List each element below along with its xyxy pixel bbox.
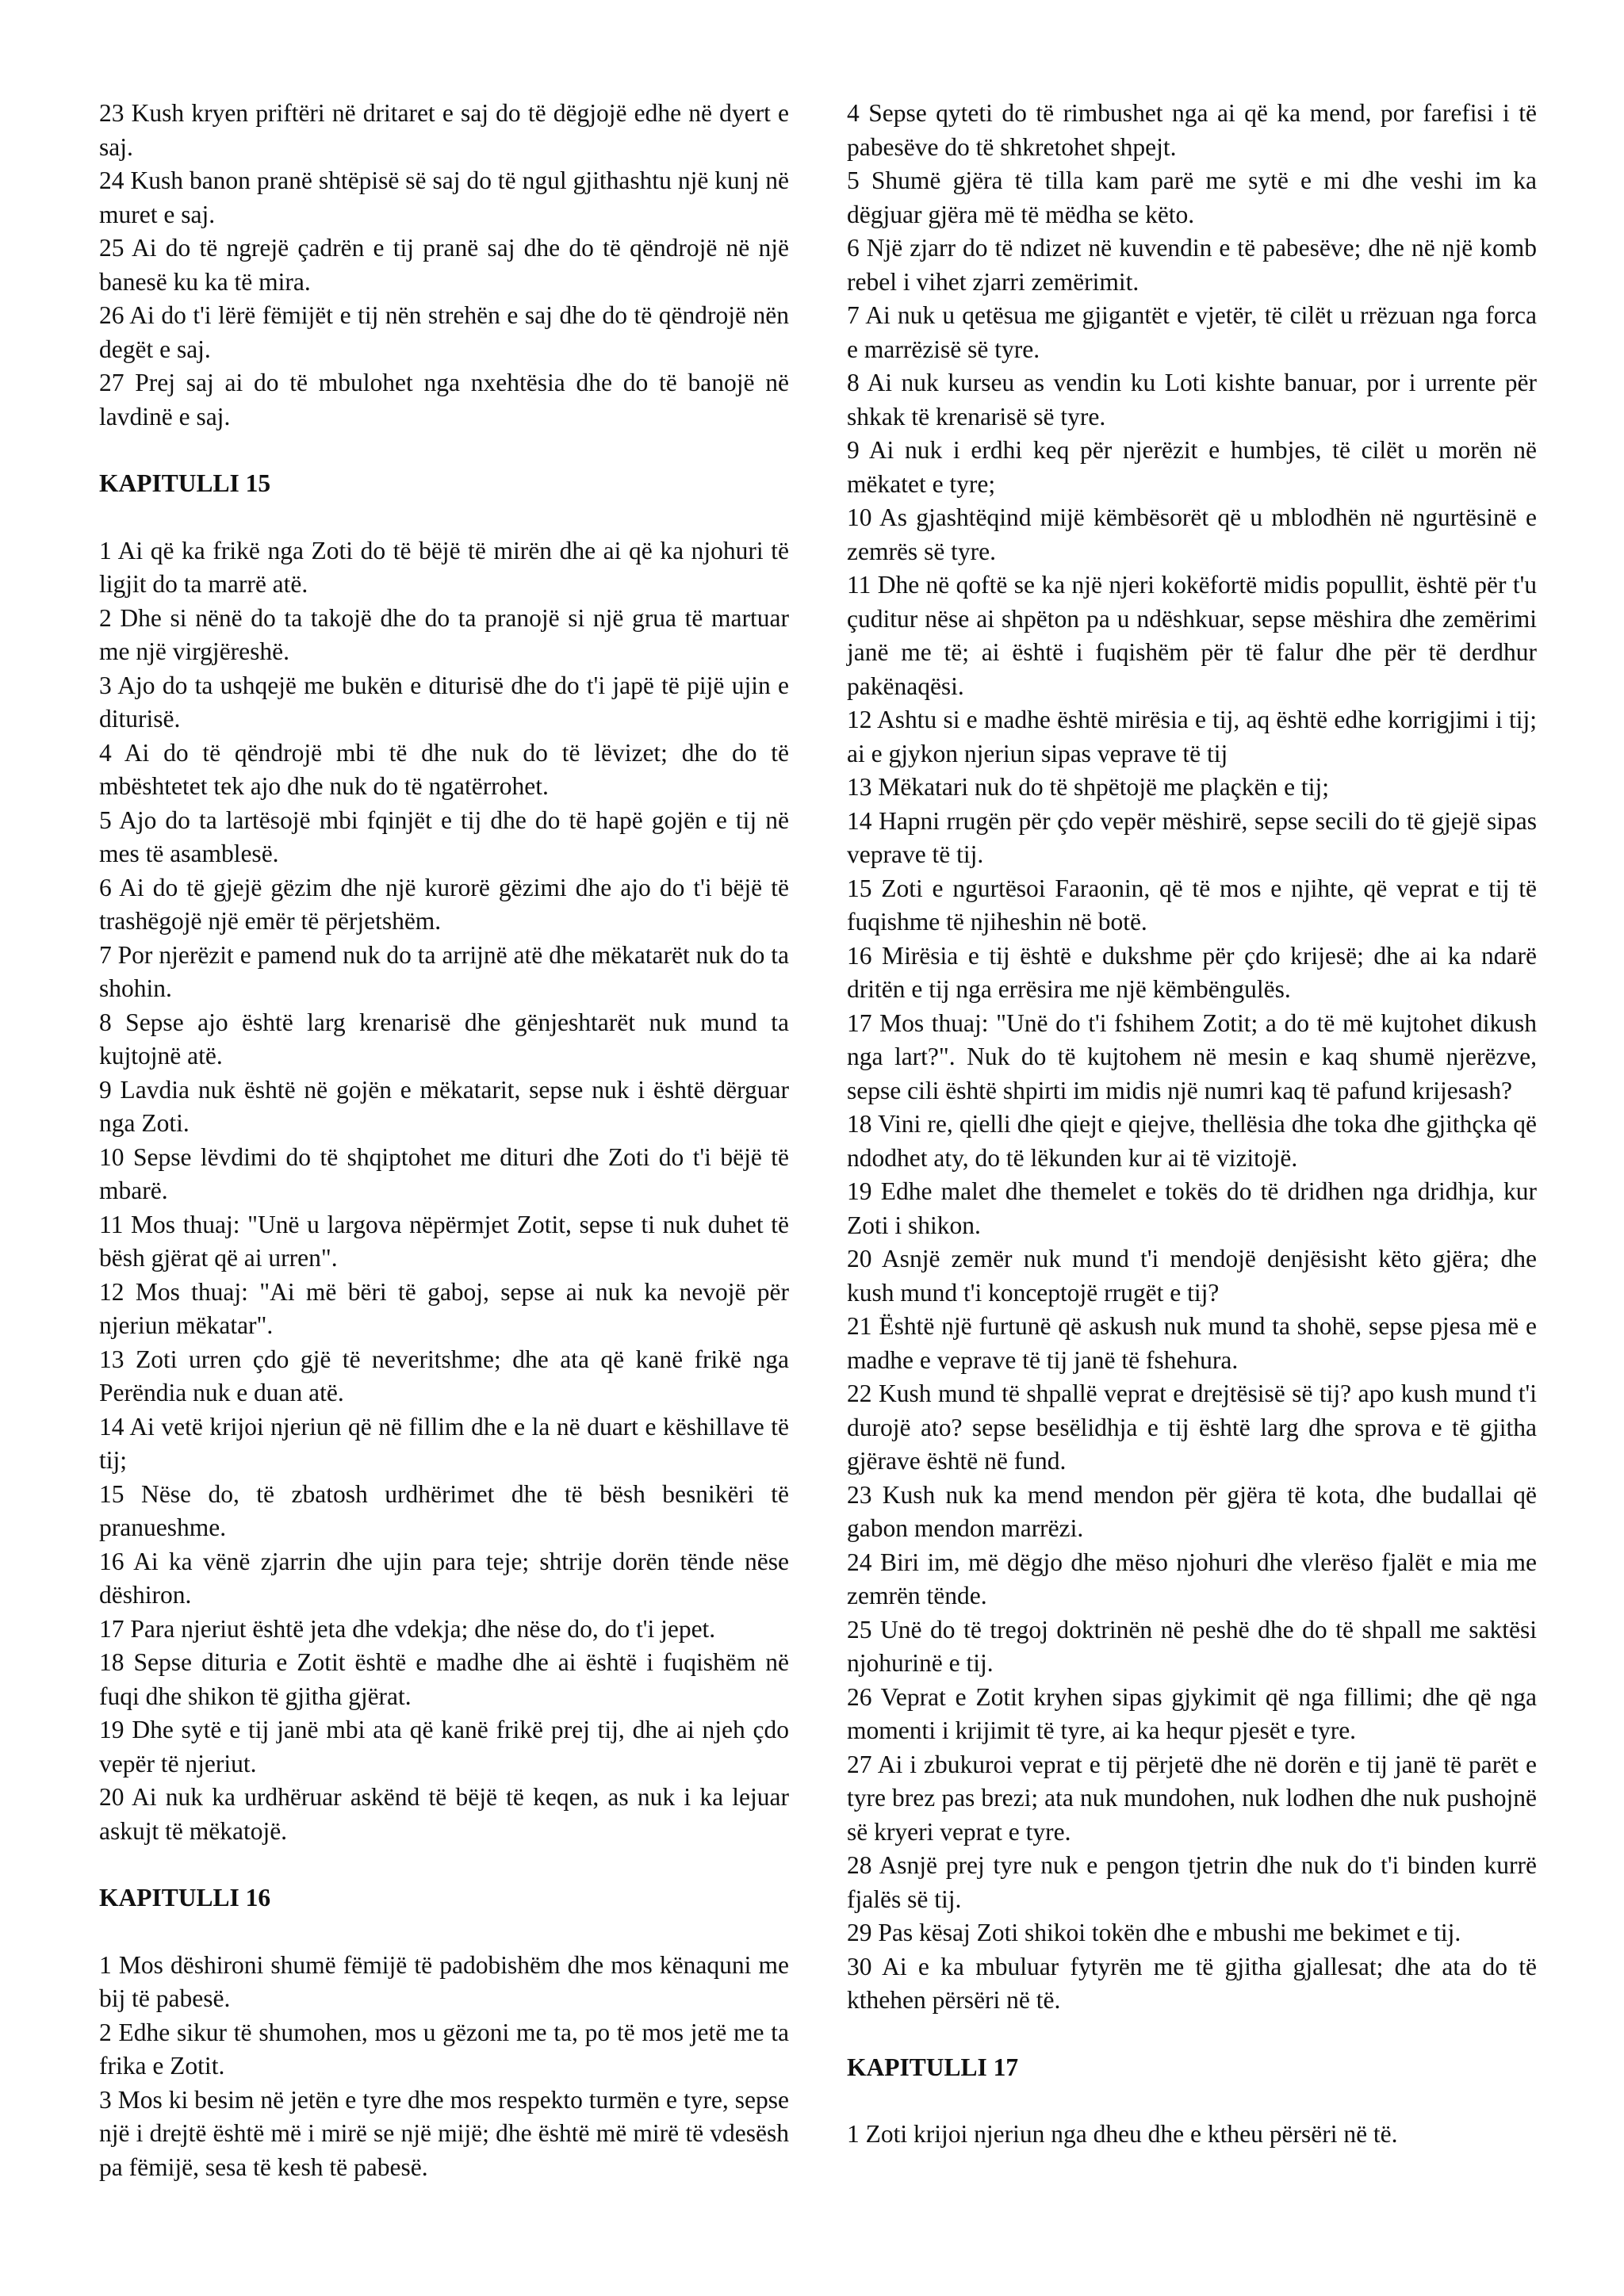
verse-paragraph: 2 Dhe si nënë do ta takojë dhe do ta pranojë si një grua të martuar me një virgjëreshë. [99, 603, 789, 665]
verse-paragraph: 27 Prej saj ai do të mbulohet nga nxehtësia dhe do të banojë në lavdinë e saj. [99, 369, 789, 430]
verse-paragraph: 5 Ajo do ta lartësojë mbi fqinjët e tij dhe do të hapë gojën e tij në mes të asamblesë. [99, 806, 789, 867]
verse-paragraph: 11 Dhe në qoftë se ka një njeri kokëfortë midis popullit, është për t'u çuditur nëse ai shpëton pa u ndëshkuar, sepse mëshira dhe zemërimi janë me të; ai është i fuqishëm për të falur dhe për të derdhur pakënaqësi. [847, 571, 1537, 700]
verse-paragraph: 25 Ai do të ngrejë çadrën e tij pranë saj dhe do të qëndrojë në një banesë ku ka të mira. [99, 234, 789, 296]
verse-paragraph: 19 Dhe sytë e tij janë mbi ata që kanë frikë prej tij, dhe ai njeh çdo vepër të njeriut. [99, 1716, 789, 1777]
verse-paragraph: 30 Ai e ka mbuluar fytyrën me të gjitha gjallesat; dhe ata do të kthehen përsëri në të. [847, 1952, 1537, 2014]
verse-paragraph: 15 Nëse do, të zbatosh urdhërimet dhe të bësh besnikëri të pranueshme. [99, 1479, 789, 1541]
verse-paragraph: 8 Ai nuk kurseu as vendin ku Loti kishte banuar, por i urrente për shkak të krenarisë së tyre. [847, 369, 1537, 430]
verse-paragraph: 26 Ai do t'i lërë fëmijët e tij nën strehën e saj dhe do të qëndrojë nën degët e saj. [99, 301, 789, 363]
verse-paragraph: 14 Hapni rrugën për çdo vepër mëshirë, sepse secili do të gjejë sipas veprave të tij. [847, 806, 1537, 868]
verse-paragraph: 8 Sepse ajo është larg krenarisë dhe gënjeshtarët nuk mund ta kujtojnë atë. [99, 1008, 789, 1070]
chapter-heading: KAPITULLI 15 [99, 469, 271, 497]
left-column [99, 97, 789, 2184]
verse-paragraph: 18 Sepse dituria e Zotit është e madhe dhe ai është i fuqishëm në fuqi dhe shikon të gjitha gjërat. [99, 1648, 789, 1710]
verse-paragraph: 23 Kush kryen priftëri në dritaret e saj do të dëgjojë edhe në dyert e saj. [99, 99, 789, 161]
verse-paragraph: 9 Ai nuk i erdhi keq për njerëzit e humbjes, të cilët u morën në mëkatet e tyre; [847, 436, 1537, 498]
verse-paragraph: 19 Edhe malet dhe themelet e tokës do të dridhen nga dridhja, kur Zoti i shikon. [847, 1177, 1537, 1239]
verse-paragraph: 4 Sepse qyteti do të rimbushet nga ai që ka mend, por farefisi i të pabesëve do të shkretohet shpejt. [847, 99, 1537, 161]
verse-paragraph: 29 Pas kësaj Zoti shikoi tokën dhe e mbushi me bekimet e tij. [847, 1919, 1461, 1946]
verse-paragraph: 13 Zoti urren çdo gjë të neveritshme; dhe ata që kanë frikë nga Perëndia nuk e duan atë. [99, 1345, 789, 1406]
verse-paragraph: 7 Ai nuk u qetësua me gjigantët e vjetër, të cilët u rrëzuan nga forca e marrëzisë së tyre. [847, 301, 1537, 363]
verse-paragraph: 14 Ai vetë krijoi njeriun që në fillim dhe e la në duart e këshillave të tij; [99, 1412, 789, 1474]
verse-paragraph: 4 Ai do të qëndrojë mbi të dhe nuk do të lëvizet; dhe do të mbështetet tek ajo dhe nuk do të ngatërrohet. [99, 738, 789, 800]
verse-paragraph: 21 Është një furtunë që askush nuk mund ta shohë, sepse pjesa më e madhe e veprave të tij janë të fshehura. [847, 1312, 1537, 1374]
right-column [847, 97, 1537, 2152]
verse-paragraph: 10 Sepse lëvdimi do të shqiptohet me dituri dhe Zoti do t'i bëjë të mbarë. [99, 1142, 789, 1204]
verse-paragraph: 3 Ajo do ta ushqejë me bukën e diturisë dhe do t'i japë të pijë ujin e diturisë. [99, 671, 789, 733]
verse-paragraph: 2 Edhe sikur të shumohen, mos u gëzoni me ta, po të mos jetë me ta frika e Zotit. [99, 2018, 789, 2080]
verse-paragraph: 18 Vini re, qielli dhe qiejt e qiejve, thellësia dhe toka dhe gjithçka që ndodhet aty, do të lëkunden kur ai të vizitojë. [847, 1110, 1537, 1172]
verse-paragraph: 20 Asnjë zemër nuk mund t'i mendojë denjësisht këto gjëra; dhe kush mund t'i konceptojë rrugët e tij? [847, 1245, 1537, 1307]
chapter-heading: KAPITULLI 16 [99, 1884, 271, 1911]
verse-paragraph: 6 Ai do të gjejë gëzim dhe një kurorë gëzimi dhe ajo do t'i bëjë të trashëgojë një emër të përjetshëm. [99, 873, 789, 935]
verse-paragraph: 23 Kush nuk ka mend mendon për gjëra të kota, dhe budallai që gabon mendon marrëzi. [847, 1480, 1537, 1542]
verse-paragraph: 6 Një zjarr do të ndizet në kuvendin e të pabesëve; dhe në një komb rebel i vihet zjarri zemërimit. [847, 234, 1537, 296]
verse-paragraph: 10 As gjashtëqind mijë këmbësorët që u mblodhën në ngurtësinë e zemrës së tyre. [847, 503, 1537, 565]
verse-paragraph: 27 Ai i zbukuroi veprat e tij përjetë dhe në dorën e tij janë të parët e tyre brez pas brezi; ata nuk mundohen, nuk lodhen dhe nuk pushojnë së kryeri veprat e tyre. [847, 1750, 1537, 1846]
verse-paragraph: 9 Lavdia nuk është në gojën e mëkatarit, sepse nuk i është dërguar nga Zoti. [99, 1075, 789, 1137]
verse-paragraph: 25 Unë do të tregoj doktrinën në peshë dhe do të shpall me saktësi njohurinë e tij. [847, 1615, 1537, 1677]
verse-paragraph: 12 Ashtu si e madhe është mirësia e tij, aq është edhe korrigjimi i tij; ai e gjykon njeriun sipas veprave të tij [847, 706, 1537, 767]
verse-paragraph: 5 Shumë gjëra të tilla kam parë me sytë e mi dhe veshi im ka dëgjuar gjëra më të mëdha se këto. [847, 166, 1537, 228]
verse-paragraph: 26 Veprat e Zotit kryhen sipas gjykimit që nga fillimi; dhe që nga momenti i krijimit të tyre, ai ka hequr pjesët e tyre. [847, 1682, 1537, 1744]
verse-paragraph: 17 Mos thuaj: "Unë do t'i fshihem Zotit; a do të më kujtohet dikush nga lart?". Nuk do të kujtohem në mesin e kaq shumë njerëzve, sepse cili është shpirti im midis një numri kaq të pafund krijesash? [847, 1008, 1537, 1104]
verse-paragraph: 15 Zoti e ngurtësoi Faraonin, që të mos e njihte, që veprat e tij të fuqishme të njiheshin në botë. [847, 874, 1537, 936]
verse-paragraph: 17 Para njeriut është jeta dhe vdekja; dhe nëse do, do t'i jepet. [99, 1614, 716, 1643]
verse-paragraph: 28 Asnjë prej tyre nuk e pengon tjetrin dhe nuk do t'i binden kurrë fjalës së tij. [847, 1851, 1537, 1913]
verse-paragraph: 1 Zoti krijoi njeriun nga dheu dhe e ktheu përsëri në të. [847, 2120, 1398, 2148]
verse-paragraph: 24 Kush banon pranë shtëpisë së saj do të ngul gjithashtu një kunj në muret e saj. [99, 166, 789, 228]
chapter-heading: KAPITULLI 17 [847, 2053, 1019, 2081]
verse-paragraph: 12 Mos thuaj: "Ai më bëri të gaboj, sepse ai nuk ka nevojë për njeriun mëkatar". [99, 1277, 789, 1339]
verse-paragraph: 1 Ai që ka frikë nga Zoti do të bëjë të mirën dhe ai që ka njohuri të ligjit do ta marrë atë. [99, 536, 789, 598]
verse-paragraph: 22 Kush mund të shpallë veprat e drejtësisë së tij? apo kush mund t'i durojë ato? sepse besëlidhja e tij është larg dhe sprova e të gjitha gjërave është në fund. [847, 1380, 1537, 1475]
verse-paragraph: 16 Ai ka vënë zjarrin dhe ujin para teje; shtrije dorën tënde nëse dëshiron. [99, 1547, 789, 1609]
verse-paragraph: 20 Ai nuk ka urdhëruar askënd të bëjë të keqen, as nuk i ka lejuar askujt të mëkatojë. [99, 1783, 789, 1845]
verse-paragraph: 13 Mëkatari nuk do të shpëtojë me plaçkën e tij; [847, 773, 1329, 801]
verse-paragraph: 1 Mos dëshironi shumë fëmijë të padobishëm dhe mos kënaquni me bij të pabesë. [99, 1950, 789, 2012]
verse-paragraph: 24 Biri im, më dëgjo dhe mëso njohuri dhe vlerëso fjalët e mia me zemrën tënde. [847, 1548, 1537, 1609]
verse-paragraph: 11 Mos thuaj: "Unë u largova nëpërmjet Zotit, sepse ti nuk duhet të bësh gjërat që ai urren". [99, 1210, 789, 1272]
verse-paragraph: 16 Mirësia e tij është e dukshme për çdo krijesë; dhe ai ka ndarë dritën e tij nga errësira me një këmbëngulës. [847, 941, 1537, 1003]
verse-paragraph: 7 Por njerëzit e pamend nuk do ta arrijnë atë dhe mëkatarët nuk do ta shohin. [99, 940, 789, 1002]
verse-paragraph: 3 Mos ki besim në jetën e tyre dhe mos respekto turmën e tyre, sepse një i drejtë është më i mirë se një mijë; dhe është më mirë të vdesësh pa fëmijë, sesa të kesh të pabesë. [99, 2085, 789, 2181]
